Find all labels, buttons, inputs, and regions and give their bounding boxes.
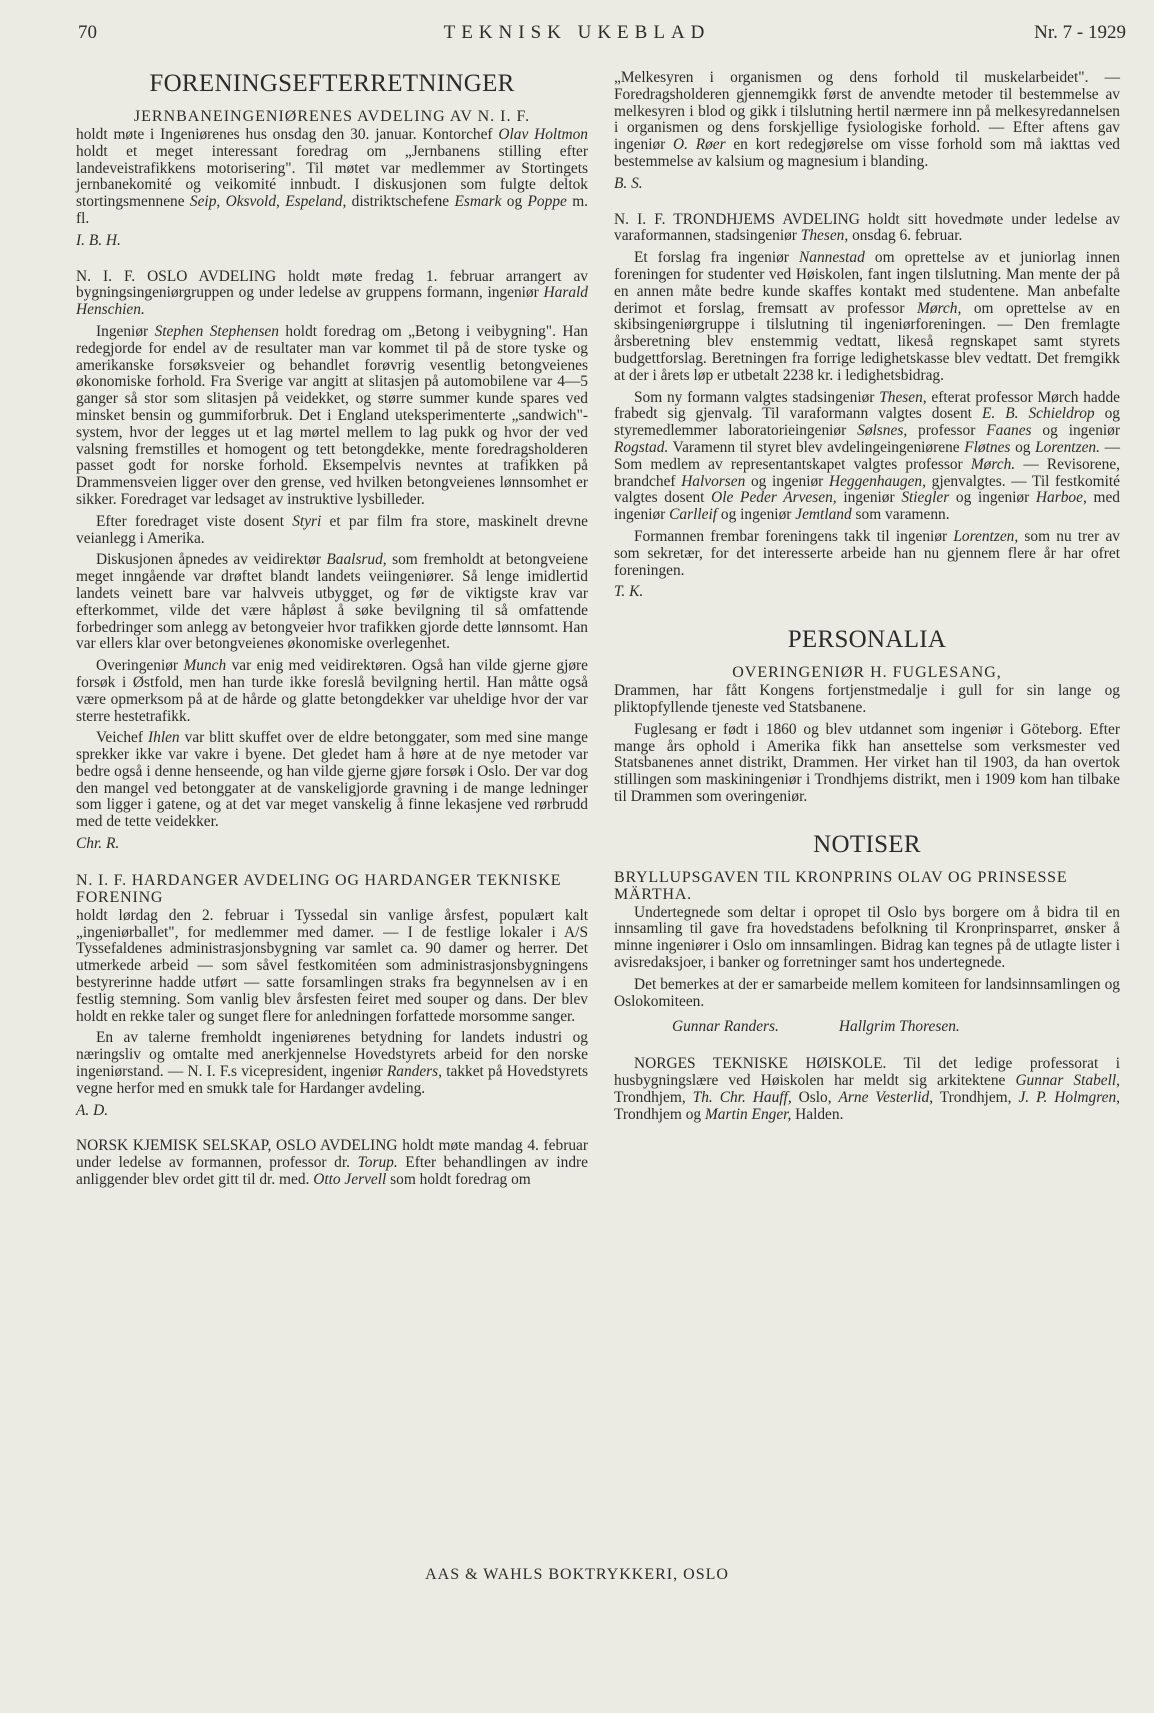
article-paragraph: NORGES TEKNISKE HØISKOLE. Til det ledige professorat i husbygningslære ved Høiskolen har meldt sig arkitektene Gunnar Stabell, Trondhjem, Th. Chr. Hauff, Oslo, Arne Vesterlid, Trondhjem, J. P. Holmgren, Trondhjem og Martin Enger, Halden. xyxy=(614,1055,1121,1123)
article-signature: A. D. xyxy=(76,1101,109,1119)
printer-footer: AAS & WAHLS BOKTRYKKERI, OSLO xyxy=(425,1566,729,1583)
article-paragraph: Et forslag fra ingeniør Nannestad om oprettelse av et juniorlag innen foreningen for studenter ved Høiskolen, fant ingen tilslutning. Man mente der på en annen måte bedre kunde skaffes kontakt med studentene. Man anbefalte derimot et forslag, fremsatt av professor Mørch, om oprettelse av en skibsingeniørgruppe i tilslutning til ingeniørforeningen. — Den fremlagte årsberetning blev enstemmig vedtatt, likeså regnskapet samt styrets budgettforslag. Beretningen fra forrige ledighetskasse blev vedtatt. Det fremgikk at der i årets løp er utbetalt 2238 kr. i ledighetsbidrag. xyxy=(614,249,1120,384)
article-signature: B. S. xyxy=(614,174,643,192)
article-paragraph: Diskusjonen åpnedes av veidirektør Baalsrud, som fremholdt at betongveiene meget inngående var drøftet blandt landets veiingeniører. Så lenge imidlertid landets veinett bare var halvveis utbygget, og før de viktigste krav var efterkommet, vilde det være håpløst å søke bevilgning til så omfattende forbedringer som anlegg av betongveier hvor trafikken gjorde dette lønnsomt. Han var ellers klar over betongveienes økonomiske overlegenhet. xyxy=(76,551,588,653)
article-signature: T. K. xyxy=(614,583,644,601)
article-paragraph: „Melkesyren i organismen og dens forhold til muskelarbeidet". — Foredragsholderen gjennemgikk først de anvendte metoder til bestemmelse av melkesyren i blod og gikk i tilslutning hertil nærmere inn på melkesyredannelsen i organismen og dens forskjellige fysiologiske forhold. — Efter aftens gav ingeniør O. Røer en kort redegjørelse om visse forhold som må iakttas ved bestemmelse av kalsium og magnesium i blanding. xyxy=(614,69,1120,170)
article-signature: I. B. H. xyxy=(76,231,121,249)
article-paragraph: Det bemerkes at der er samarbeide mellem komiteen for landsinnsamlingen og Oslokomiteen. xyxy=(614,975,1120,1010)
page-header xyxy=(0,22,1154,50)
article-paragraph: Undertegnede som deltar i opropet til Oslo bys borgere om å bidra til en innsamling til gave fra hovedstadens befolkning til Kronprinsparret, ønsker å minne ingeniører i Oslo om innsamlingen. Bidrag kan tegnes på de utlagte lister i avisredaksjoer, i banker og forretninger samt hos undertegnede. xyxy=(614,903,1120,972)
signature-thoresen: Hallgrim Thoresen. xyxy=(838,1018,960,1036)
right-column xyxy=(614,70,1120,1129)
article-paragraph: Efter foredraget viste dosent Styri et par film fra store, maskinelt drevne veianlegg i Amerika. xyxy=(76,512,588,547)
article-paragraph: N. I. F. OSLO AVDELING holdt møte fredag 1. februar arrangert av bygningsingeniørgruppen og under ledelse av gruppens formann, ingeniør Harald Henschien. xyxy=(76,267,588,319)
page-number: 70 xyxy=(78,22,97,43)
article-paragraph: N. I. F. TRONDHJEMS AVDELING holdt sitt hovedmøte under ledelse av varaformannen, stadsingeniør Thesen, onsdag 6. februar. xyxy=(614,210,1120,245)
article-paragraph: Overingeniør Munch var enig med veidirektøren. Også han vilde gjerne gjøre forsøk i Østfold, men han turde ikke foreslå bevilgning hertil. Han måtte også være opmerksom på at de hårde og glatte betongdekker var uheldige hvor der var sterre hestetrafikk. xyxy=(76,657,588,725)
article-paragraph: Drammen, har fått Kongens fortjenstmedalje i gull for sin lange og pliktopfyllende tjeneste ved Statsbanene. xyxy=(614,682,1120,716)
notice-signatures xyxy=(614,1018,1120,1036)
article-paragraph: Fuglesang er født i 1860 og blev utdannet som ingeniør i Göteborg. Efter mange års ophold i Amerika fikk han ansettelse som verksmester ved Statsbanenes annet distrikt, Drammen. Her virket han til 1903, da han overtok stillingen som maskiningeniør i Trondhjems distrikt, men i 1909 kom han tilbake til Drammen som overingeniør. xyxy=(614,720,1120,805)
personalia-heading: OVERINGENIØR H. FUGLESANG, xyxy=(732,664,1002,682)
article-paragraph: holdt lørdag den 2. februar i Tyssedal sin vanlige årsfest, populært kalt „ingeniørballet", for medlemmer med damer. — I de festlige lokaler i A/S Tyssefaldenes administrasjonsbygning var samlet ca. 90 damer og herrer. Det utmerkede arbeid — som såvel festkomitéen som administrasjonsbygningens bestyrerinne hadde utført — satte forsamlingen straks fra begynnelsen av i en festlig stemning. Som vanlig blev årsfesten feiret med souper og dans. Der blev holdt en rekke taler og sunget flere for anledningen forfattede morsomme sanger. xyxy=(76,906,588,1025)
issue-number: Nr. 7 - 1929 xyxy=(1034,22,1126,43)
section-title-personalia: PERSONALIA xyxy=(787,626,947,654)
left-column xyxy=(76,70,588,1194)
article-paragraph: Ingeniør Stephen Stephensen holdt foredrag om „Betong i veibygning". Han redegjorde for endel av de resultater man var kommet til på de store tyske og amerikanske forsøksveier og behandlet forøvrig vesentlig betongveienes økonomiske forhold. Fra Sverige var angitt at slitasjen på automobilene var 4—5 ganger så stor som slitasjen på veidekket, og større summer kunde spares ved minsket bensin og gummiforbruk. Det i England uteksperimenterte „sandwich"- system, hvor der legges ut et lag mørtel mellem to lag pukk og hvor der ved valsning fremstilles et homogent og tett betongdekke, mente foredragsholderen passet godt for norske forhold. Eksempelvis nevntes at trafikken på Drammensveien ligger over den grense, ved hvilken betongveienes lønnsomhet er sikker. Foredraget var ledsaget av instruktive lysbilleder. xyxy=(76,322,588,508)
section-title-foreningsefterretninger: FORENINGSEFTERRETNINGER xyxy=(149,70,515,97)
article-heading-hardanger: N. I. F. HARDANGER AVDELING OG HARDANGER TEKNISKE FORENING xyxy=(76,871,562,906)
article-signature: Chr. R. xyxy=(76,835,120,853)
signature-randers: Gunnar Randers. xyxy=(672,1018,779,1036)
article-paragraph: holdt møte i Ingeniørenes hus onsdag den 30. januar. Kontorchef Olav Holtmon holdt et meget interessant foredrag om „Jernbanens stilling efter landeveistrafikkens motorisering". Til møtet var medlemmer av Stortingets jernbanekomité og veikomité innbudt. I diskusjonen som fulgte deltok stortingsmennene Seip, Oksvold, Espeland, distriktschefene Esmark og Poppe m. fl. xyxy=(76,126,589,227)
article-paragraph: Formannen frembar foreningens takk til ingeniør Lorentzen, som nu trer av som sekretær, for det interesserte arbeide han nu gjennem flere år har ofret foreningen. xyxy=(614,527,1120,579)
publication-title: TEKNISK UKEBLAD xyxy=(443,22,711,43)
article-paragraph: Som ny formann valgtes stadsingeniør Thesen, efterat professor Mørch hadde frabedt sig gjenvalg. Til varaformann valgtes dosent E. B. Schieldrop og styremedlemmer laboratorieingeniør Sølsnes, professor Faanes og ingeniør Rogstad. Varamenn til styret blev avdelingeingeniørene Fløtnes og Lorentzen. — Som medlem av representantskapet valgtes professor Mørch. — Revisorene, brandchef Halvorsen og ingeniør Heggenhaugen, gjenvalgtes. — Til festkomité valgtes dosent Ole Peder Arvesen, ingeniør Stiegler og ingeniør Harboe, med ingeniør Carlleif og ingeniør Jemtland som varamenn. xyxy=(614,388,1121,524)
section-title-notiser: NOTISER xyxy=(813,830,921,858)
article-paragraph: En av talerne fremholdt ingeniørenes betydning for landets industri og næringsliv og omtalte med anerkjennelse Hovedstyrets arbeid for den norske ingeniørstand. — N. I. F.s vicepresident, ingeniør Randers, takket på Hovedstyrets vegne herfor med en smukk tale for Hardanger avdeling. xyxy=(76,1029,589,1097)
article-paragraph: NORSK KJEMISK SELSKAP, OSLO AVDELING holdt møte mandag 4. februar under ledelse av formannen, professor dr. Torup. Efter behandlingen av indre anliggender blev ordet gitt til dr. med. Otto Jervell som holdt foredrag om xyxy=(76,1137,588,1189)
notice-heading-bryllupsgaven: BRYLLUPSGAVEN TIL KRONPRINS OLAV OG PRINSESSE MÄRTHA. xyxy=(614,868,1068,903)
article-heading-jernbaneingeniorer: JERNBANEINGENIØRENES AVDELING AV N. I. F. xyxy=(133,108,531,125)
article-paragraph: Veichef Ihlen var blitt skuffet over de eldre betonggater, som med sine mange sprekker ikke var vakre i byene. Det gledet ham å høre at de nye metoder var bedre også i denne henseende, og han vilde gjerne gjøre forsøk i Oslo. Der var dog den mangel ved betonggater at de vanskeligjorde gravning i de mange ledninger som ligger i gatene, og at det var meget vanskelig å finne lekasjene ved rørbrudd med de tette veidekker. xyxy=(76,729,588,831)
